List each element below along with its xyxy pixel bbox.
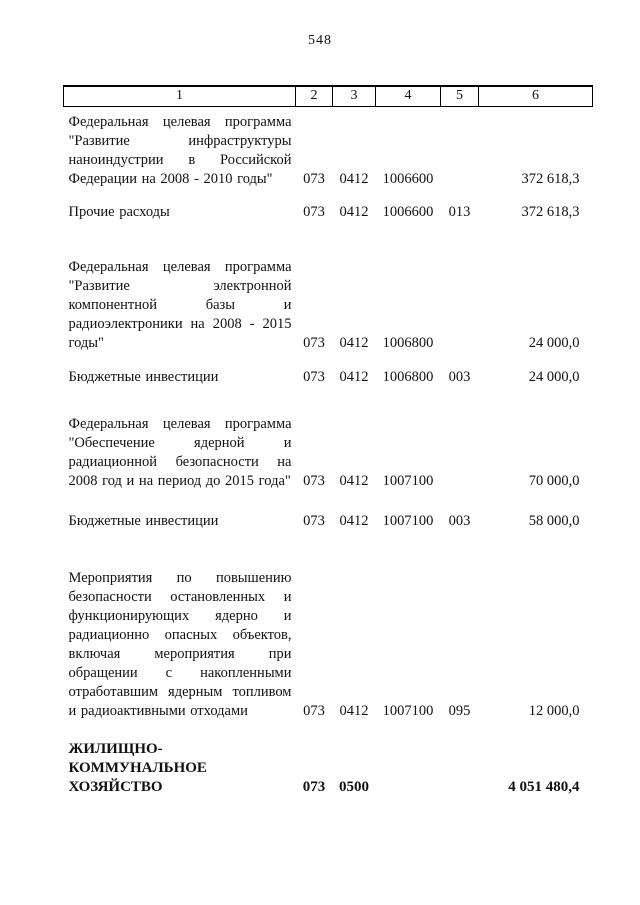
column-header-2: 2 xyxy=(296,86,333,107)
chief-code-cell: 073 xyxy=(303,369,325,385)
table-header xyxy=(64,86,593,107)
chief-code-cell: 073 xyxy=(303,703,325,719)
table-row xyxy=(64,189,593,222)
amount-cell: 70 000,0 xyxy=(528,473,580,489)
section-code-cell: 0412 xyxy=(339,335,369,351)
column-header-4: 4 xyxy=(376,86,441,107)
amount-cell: 4 051 480,4 xyxy=(508,779,580,795)
program-name-cell: Федеральная целевая программа "Развитие инфраструктуры наноиндустрии в Российской Федерации на 2008 - 2010 годы" xyxy=(68,114,292,187)
section-code-cell: 0412 xyxy=(339,513,369,529)
target-item-code-cell: 1006800 xyxy=(382,335,434,351)
program-name-cell: ЖИЛИЩНО-КОММУНАЛЬНОЕ ХОЗЯЙСТВО xyxy=(68,741,207,795)
column-header-1: 1 xyxy=(64,86,296,107)
expense-type-code-cell: 013 xyxy=(448,204,471,220)
chief-code-cell: 073 xyxy=(303,335,325,351)
chief-code-cell: 073 xyxy=(303,204,325,220)
expense-type-code-cell: 095 xyxy=(448,703,471,719)
chief-code-cell: 073 xyxy=(303,473,325,489)
amount-cell: 24 000,0 xyxy=(528,369,580,385)
budget-table xyxy=(63,85,593,797)
target-item-code-cell: 1007100 xyxy=(382,513,434,529)
header-row xyxy=(64,86,593,107)
target-item-code-cell: 1006600 xyxy=(382,171,434,187)
amount-cell: 58 000,0 xyxy=(528,513,580,529)
target-item-code-cell: 1006600 xyxy=(382,204,434,220)
expense-type-code-cell xyxy=(441,222,479,353)
table-row xyxy=(64,387,593,491)
section-code-cell: 0412 xyxy=(339,171,369,187)
target-item-code-cell xyxy=(376,721,441,797)
section-code-cell: 0412 xyxy=(339,369,369,385)
chief-code-cell: 073 xyxy=(303,171,325,187)
program-name-cell: Бюджетные инвестиции xyxy=(68,369,219,385)
amount-cell: 12 000,0 xyxy=(528,703,580,719)
target-item-code-cell: 1007100 xyxy=(382,703,434,719)
program-name-cell: Бюджетные инвестиции xyxy=(68,513,219,529)
table-row xyxy=(64,107,593,190)
table-row xyxy=(64,721,593,797)
section-code-cell: 0500 xyxy=(339,779,369,795)
expense-type-code-cell xyxy=(441,107,479,190)
amount-cell: 24 000,0 xyxy=(528,335,580,351)
expense-type-code-cell: 003 xyxy=(448,513,471,529)
column-header-5: 5 xyxy=(441,86,479,107)
section-code-cell: 0412 xyxy=(339,703,369,719)
expense-type-code-cell xyxy=(441,721,479,797)
chief-code-cell: 073 xyxy=(303,513,325,529)
chief-code-cell: 073 xyxy=(302,779,326,795)
program-name-cell: Федеральная целевая программа "Развитие электронной компонентной базы и радиоэлектроники на 2008 - 2015 годы" xyxy=(68,259,292,351)
program-name-cell: Прочие расходы xyxy=(68,204,170,220)
program-name-cell: Федеральная целевая программа "Обеспечение ядерной и радиационной безопасности на 2008 год и на период до 2015 года" xyxy=(68,416,292,489)
amount-cell: 372 618,3 xyxy=(521,204,580,220)
section-code-cell: 0412 xyxy=(339,473,369,489)
column-header-6: 6 xyxy=(479,86,593,107)
program-name-cell: Мероприятия по повышению безопасности остановленных и функционирующих ядерно и радиационно опасных объектов, включая мероприятия при обращении с накопленными отработавшим ядерным топливом и радиоактивными отходами xyxy=(68,570,292,719)
section-code-cell: 0412 xyxy=(339,204,369,220)
column-header-3: 3 xyxy=(333,86,376,107)
target-item-code-cell: 1006800 xyxy=(382,369,434,385)
expense-type-code-cell xyxy=(441,387,479,491)
page-number: 548 xyxy=(308,33,332,48)
table-row xyxy=(64,222,593,353)
table-row xyxy=(64,491,593,531)
amount-cell: 372 618,3 xyxy=(521,171,580,187)
table-body xyxy=(64,107,593,798)
target-item-code-cell: 1007100 xyxy=(382,473,434,489)
table-row xyxy=(64,531,593,721)
table-row xyxy=(64,353,593,387)
expense-type-code-cell: 003 xyxy=(448,369,471,385)
